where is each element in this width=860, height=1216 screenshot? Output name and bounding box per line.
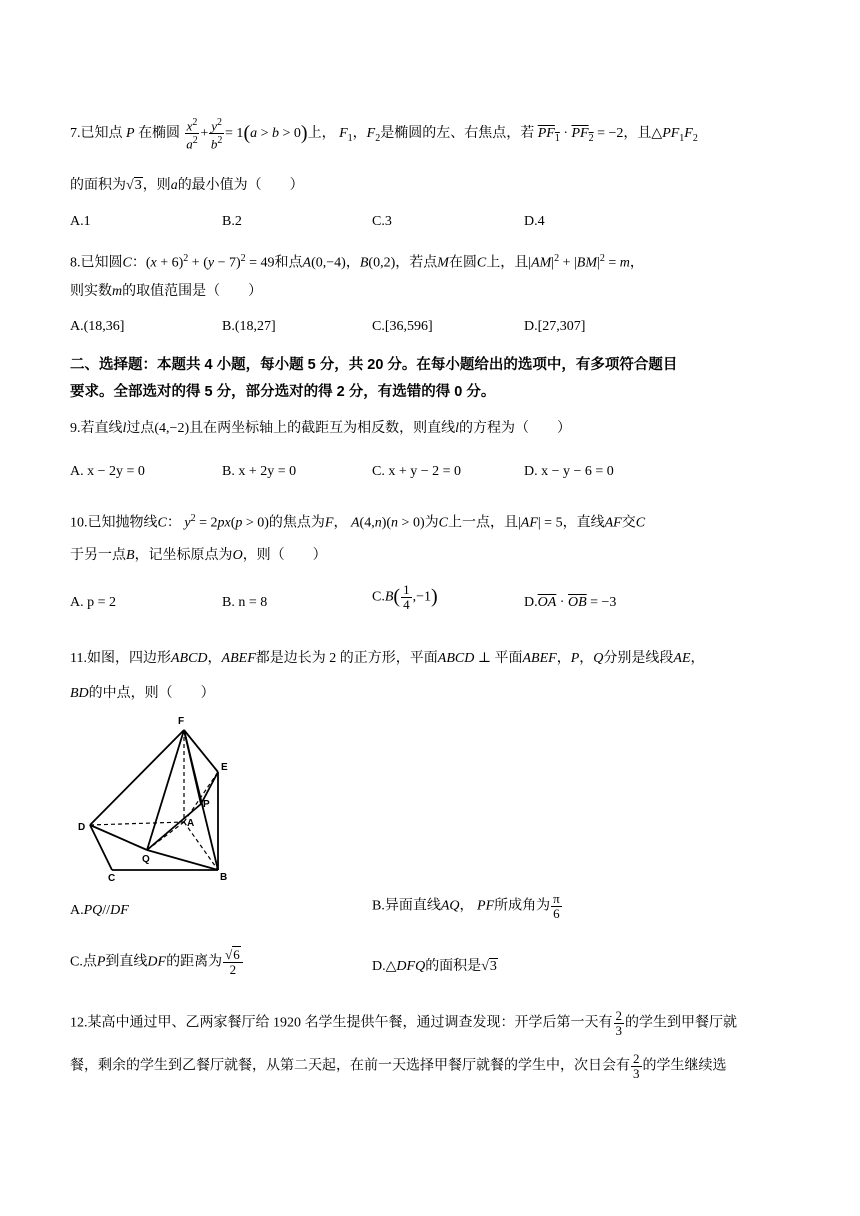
edge-AE <box>184 772 218 822</box>
q8-option-c: C.[36,596] <box>372 319 433 334</box>
q8-option-d: D.[27,307] <box>524 319 586 334</box>
q7-option-d: D.4 <box>524 214 545 229</box>
label-E: E <box>221 762 228 773</box>
edge-DA <box>90 822 184 825</box>
q10-option-a: A. p = 2 <box>70 595 117 610</box>
section2-heading-line2: 要求。全部选对的得 5 分，部分选对的得 2 分，有选错的得 0 分。 <box>70 384 496 400</box>
q9-option-a: A. x − 2y = 0 <box>70 464 145 479</box>
q11-option-c: C.点P到直线DF的距离为 $\frac{√6}{2}$ <box>70 948 244 977</box>
edge-DC <box>90 825 112 870</box>
q9-option-b: B. x + 2y = 0 <box>222 464 297 479</box>
q11-line2: BD的中点，则（ ） <box>70 686 215 701</box>
q10-line2: 于另一点B，记坐标原点为O，则（ ） <box>70 548 327 563</box>
q12-line1: 12.某高中通过甲、乙两家餐厅给 1920 名学生提供午餐，通过调查发现：开学后第一天有 $\frac{2}{3}$ 的学生到甲餐厅就 <box>70 1008 737 1038</box>
edge-QB <box>147 850 218 870</box>
q9-stem: 9.若直线l过点(4,−2)且在两坐标轴上的截距互为相反数，则直线l的方程为（ ） <box>70 421 572 436</box>
edge-DQ <box>90 825 147 850</box>
q12-line2: 餐，剩余的学生到乙餐厅就餐，从第二天起，在前一天选择甲餐厅就餐的学生中，次日会有 $\frac{2}{3}$ 的学生继续选 <box>70 1051 727 1081</box>
q10-option-b: B. n = 8 <box>222 595 268 610</box>
q10-option-d: $D.\overline{OA} \cdot \overline{OB} = -3$ <box>524 595 617 610</box>
label-F: F <box>178 716 185 727</box>
q11-line1: 11.如图，四边形ABCD，ABEF都是边长为 2 的正方形，平面ABCD ⊥ 平面ABEF，P，Q分别是线段AE， <box>70 651 705 666</box>
q7-option-b: B.2 <box>222 214 242 229</box>
q11-option-d: D.△DFQ的面积是√3 <box>372 959 497 974</box>
q8-option-a: A.(18,36] <box>70 319 125 334</box>
label-P: P <box>203 799 210 810</box>
q10-option-c: C.B( $\frac{1}{4}$ ,−1) <box>372 582 438 612</box>
q11-option-a: A.PQ//DF <box>70 903 129 918</box>
q7-line1: 7.已知点 P 在椭圆 $\frac{x^2}{a^2}$ + $\frac{y^2}{b^2}$ = 1(a > b > 0)上， $F_1$，$F_2$是椭圆的左、右焦点，若 $PF_1 \cdot PF_2 = -2$，且$\triangle PF_1F_2$ <box>70 117 698 152</box>
q10-line1: 10.已知抛物线C： $y^2 = 2px(p > 0)$的焦点为F， A(4,n)(n > 0)为C上一点，且|AF| = 5，直线AF交C <box>70 513 646 531</box>
q8-line2: 则实数m的取值范围是（ ） <box>70 284 263 299</box>
q11-figure <box>70 712 250 882</box>
q9-option-d: D. x − y − 6 = 0 <box>524 464 614 479</box>
label-A: A <box>187 818 195 829</box>
q9-option-c: C. x + y − 2 = 0 <box>372 464 462 479</box>
label-B: B <box>220 872 228 882</box>
q7-option-a: A.1 <box>70 214 91 229</box>
q7-option-c: C.3 <box>372 214 392 229</box>
section2-heading-line1: 二、选择题：本题共 4 小题，每小题 5 分，共 20 分。在每小题给出的选项中，有多项符合题目 <box>70 357 678 373</box>
label-Q: Q <box>142 854 150 865</box>
q8-option-b: B.(18,27] <box>222 319 276 334</box>
q7-line2: 的面积为√3，则a的最小值为（ ） <box>70 178 304 193</box>
q11-option-b: B.异面直线AQ， PF所成角为 $\frac{\pi}{6}$ <box>372 891 560 921</box>
label-C: C <box>108 873 116 882</box>
q8-line1: 8.已知圆C：$(x + 6)^2 + (y - 7)^2 = 49$和点A(0,−4)，B(0,2)，若点M在圆C上，且$|AM|^2 + |BM|^2 = m$， <box>70 253 644 271</box>
label-D: D <box>78 822 86 833</box>
